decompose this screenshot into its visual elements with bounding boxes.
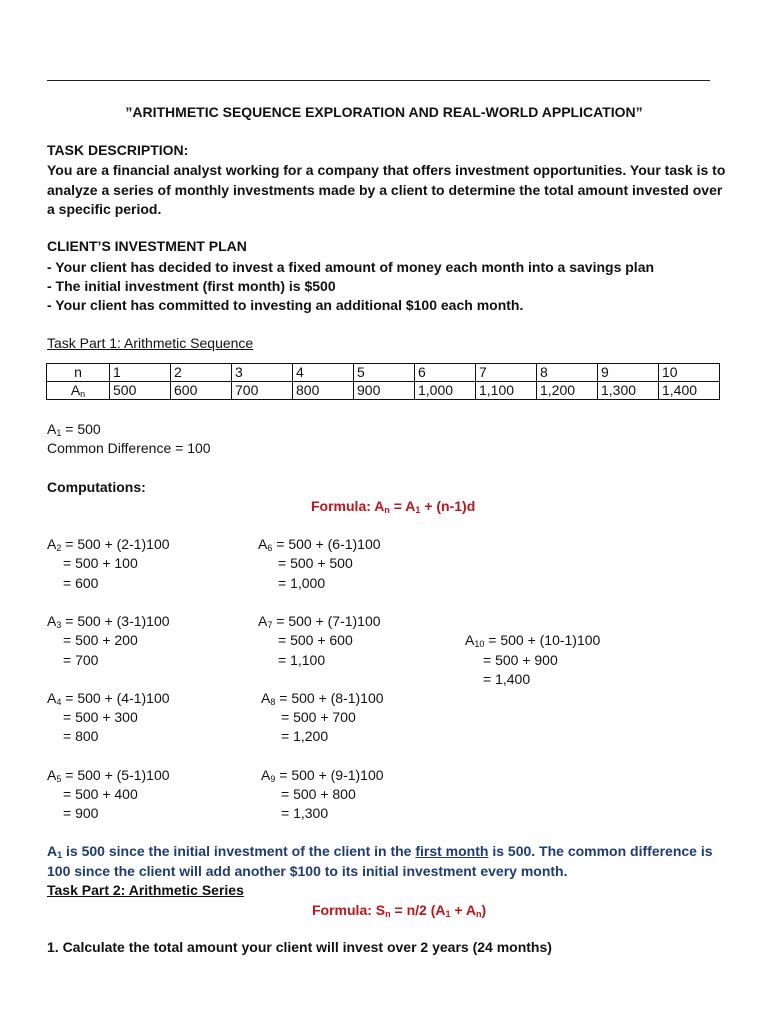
- computation-a4: $A_4 = 500 + (4-1)100$: [47, 690, 170, 707]
- table-cell: 1,100: [476, 382, 537, 400]
- question-1: 1. Calculate the total amount your client will invest over 2 years (24 months): [47, 939, 552, 955]
- table-cell: 5: [354, 364, 415, 382]
- series-formula: Formula: $S_n = n/2$ $(A_1 + A_n)$: [312, 902, 487, 919]
- top-rule: [47, 80, 710, 81]
- plan-item-3: - Your client has committed to investing an additional $100 each month.: [47, 297, 524, 313]
- computation-a3: $A_3 = 500 + (3-1)100$: [47, 613, 170, 630]
- computation-a3-step: = 500 + 200: [63, 632, 138, 648]
- computation-a8: $A_8 = 500 + (8-1)100$: [261, 690, 384, 707]
- computation-a8-result: = 1,200: [281, 728, 329, 744]
- computation-a9: $A_9 = 500 + (9-1)100$: [261, 767, 384, 784]
- table-cell: 2: [171, 364, 232, 382]
- table-cell: 1,400: [659, 382, 720, 400]
- computation-a3-result: = 700: [63, 652, 99, 668]
- investment-plan-heading: CLIENT’S INVESTMENT PLAN: [47, 238, 247, 254]
- computation-a7-step: = 500 + 600: [278, 632, 353, 648]
- computation-a6: $A_6 = 500 + (6-1)100$: [258, 536, 381, 553]
- computation-a7: $A_7 = 500 + (7-1)100$: [258, 613, 381, 630]
- computation-a2-result: = 600: [63, 575, 99, 591]
- computation-a7-result: = 1,100: [278, 652, 326, 668]
- computation-a10-step: = 500 + 900: [483, 652, 558, 668]
- computation-a10-result: = 1,400: [483, 671, 531, 687]
- table-cell: 3: [232, 364, 293, 382]
- explanation-text: $A_1$ is 500 since the initial investment of the client in the first month is 500. The common difference is 100 since the client will add another $100 to its initial investment every month.: [47, 843, 713, 879]
- computation-a9-step: = 500 + 800: [281, 786, 356, 802]
- plan-item-2: - The initial investment (first month) is $500: [47, 278, 336, 294]
- computation-a2-step: = 500 + 100: [63, 555, 138, 571]
- plan-item-1: - Your client has decided to invest a fixed amount of money each month into a savings plan: [47, 259, 655, 275]
- task-description-heading: TASK DESCRIPTION:: [47, 142, 189, 158]
- table-cell: 700: [232, 382, 293, 400]
- row-label-an: $A_n$: [47, 382, 110, 400]
- table-cell: 4: [293, 364, 354, 382]
- computation-a5: $A_5 = 500 + (5-1)100$: [47, 767, 170, 784]
- computation-a4-result: = 800: [63, 728, 99, 744]
- computation-a6-result: = 1,000: [278, 575, 326, 591]
- computation-a5-result: = 900: [63, 805, 99, 821]
- table-row-n: [47, 364, 720, 382]
- computation-a4-step: = 500 + 300: [63, 709, 138, 725]
- table-cell: 10: [659, 364, 720, 382]
- part1-heading: Task Part 1: Arithmetic Sequence: [47, 335, 254, 351]
- common-difference: Common Difference = 100: [47, 440, 211, 456]
- table-cell: 1,300: [598, 382, 659, 400]
- table-cell: 900: [354, 382, 415, 400]
- table-cell: 600: [171, 382, 232, 400]
- table-cell: 8: [537, 364, 598, 382]
- sequence-table: [46, 363, 720, 400]
- table-cell: 800: [293, 382, 354, 400]
- computation-a9-result: = 1,300: [281, 805, 329, 821]
- computations-label: Computations:: [47, 479, 146, 495]
- computation-a10: $A_{10} = 500 + (10-1)100$: [465, 632, 601, 649]
- table-cell: 1: [110, 364, 171, 382]
- table-cell: 500: [110, 382, 171, 400]
- page-title: ”ARITHMETIC SEQUENCE EXPLORATION AND REAL-WORLD APPLICATION”: [125, 104, 643, 120]
- task-description-text: You are a financial analyst working for a company that offers investment opportunities. Your task is to analyze a series of monthly investments made by a client to determine the total amount invested over a specific period.: [47, 162, 726, 217]
- table-row-an: [47, 382, 720, 400]
- sequence-formula: Formula: $A_n = A_1 + (n-1)d$: [311, 498, 476, 515]
- part2-heading: Task Part 2: Arithmetic Series: [47, 882, 244, 898]
- table-cell: 9: [598, 364, 659, 382]
- row-label-n: n: [47, 364, 110, 382]
- table-cell: 1,200: [537, 382, 598, 400]
- a1-value: $A_1 = 500$: [47, 421, 101, 438]
- table-cell: 1,000: [415, 382, 476, 400]
- table-cell: 7: [476, 364, 537, 382]
- table-cell: 6: [415, 364, 476, 382]
- computation-a8-step: = 500 + 700: [281, 709, 356, 725]
- computation-a2: $A_2 = 500 + (2-1)100$: [47, 536, 170, 553]
- computation-a5-step: = 500 + 400: [63, 786, 138, 802]
- computation-a6-step: = 500 + 500: [278, 555, 353, 571]
